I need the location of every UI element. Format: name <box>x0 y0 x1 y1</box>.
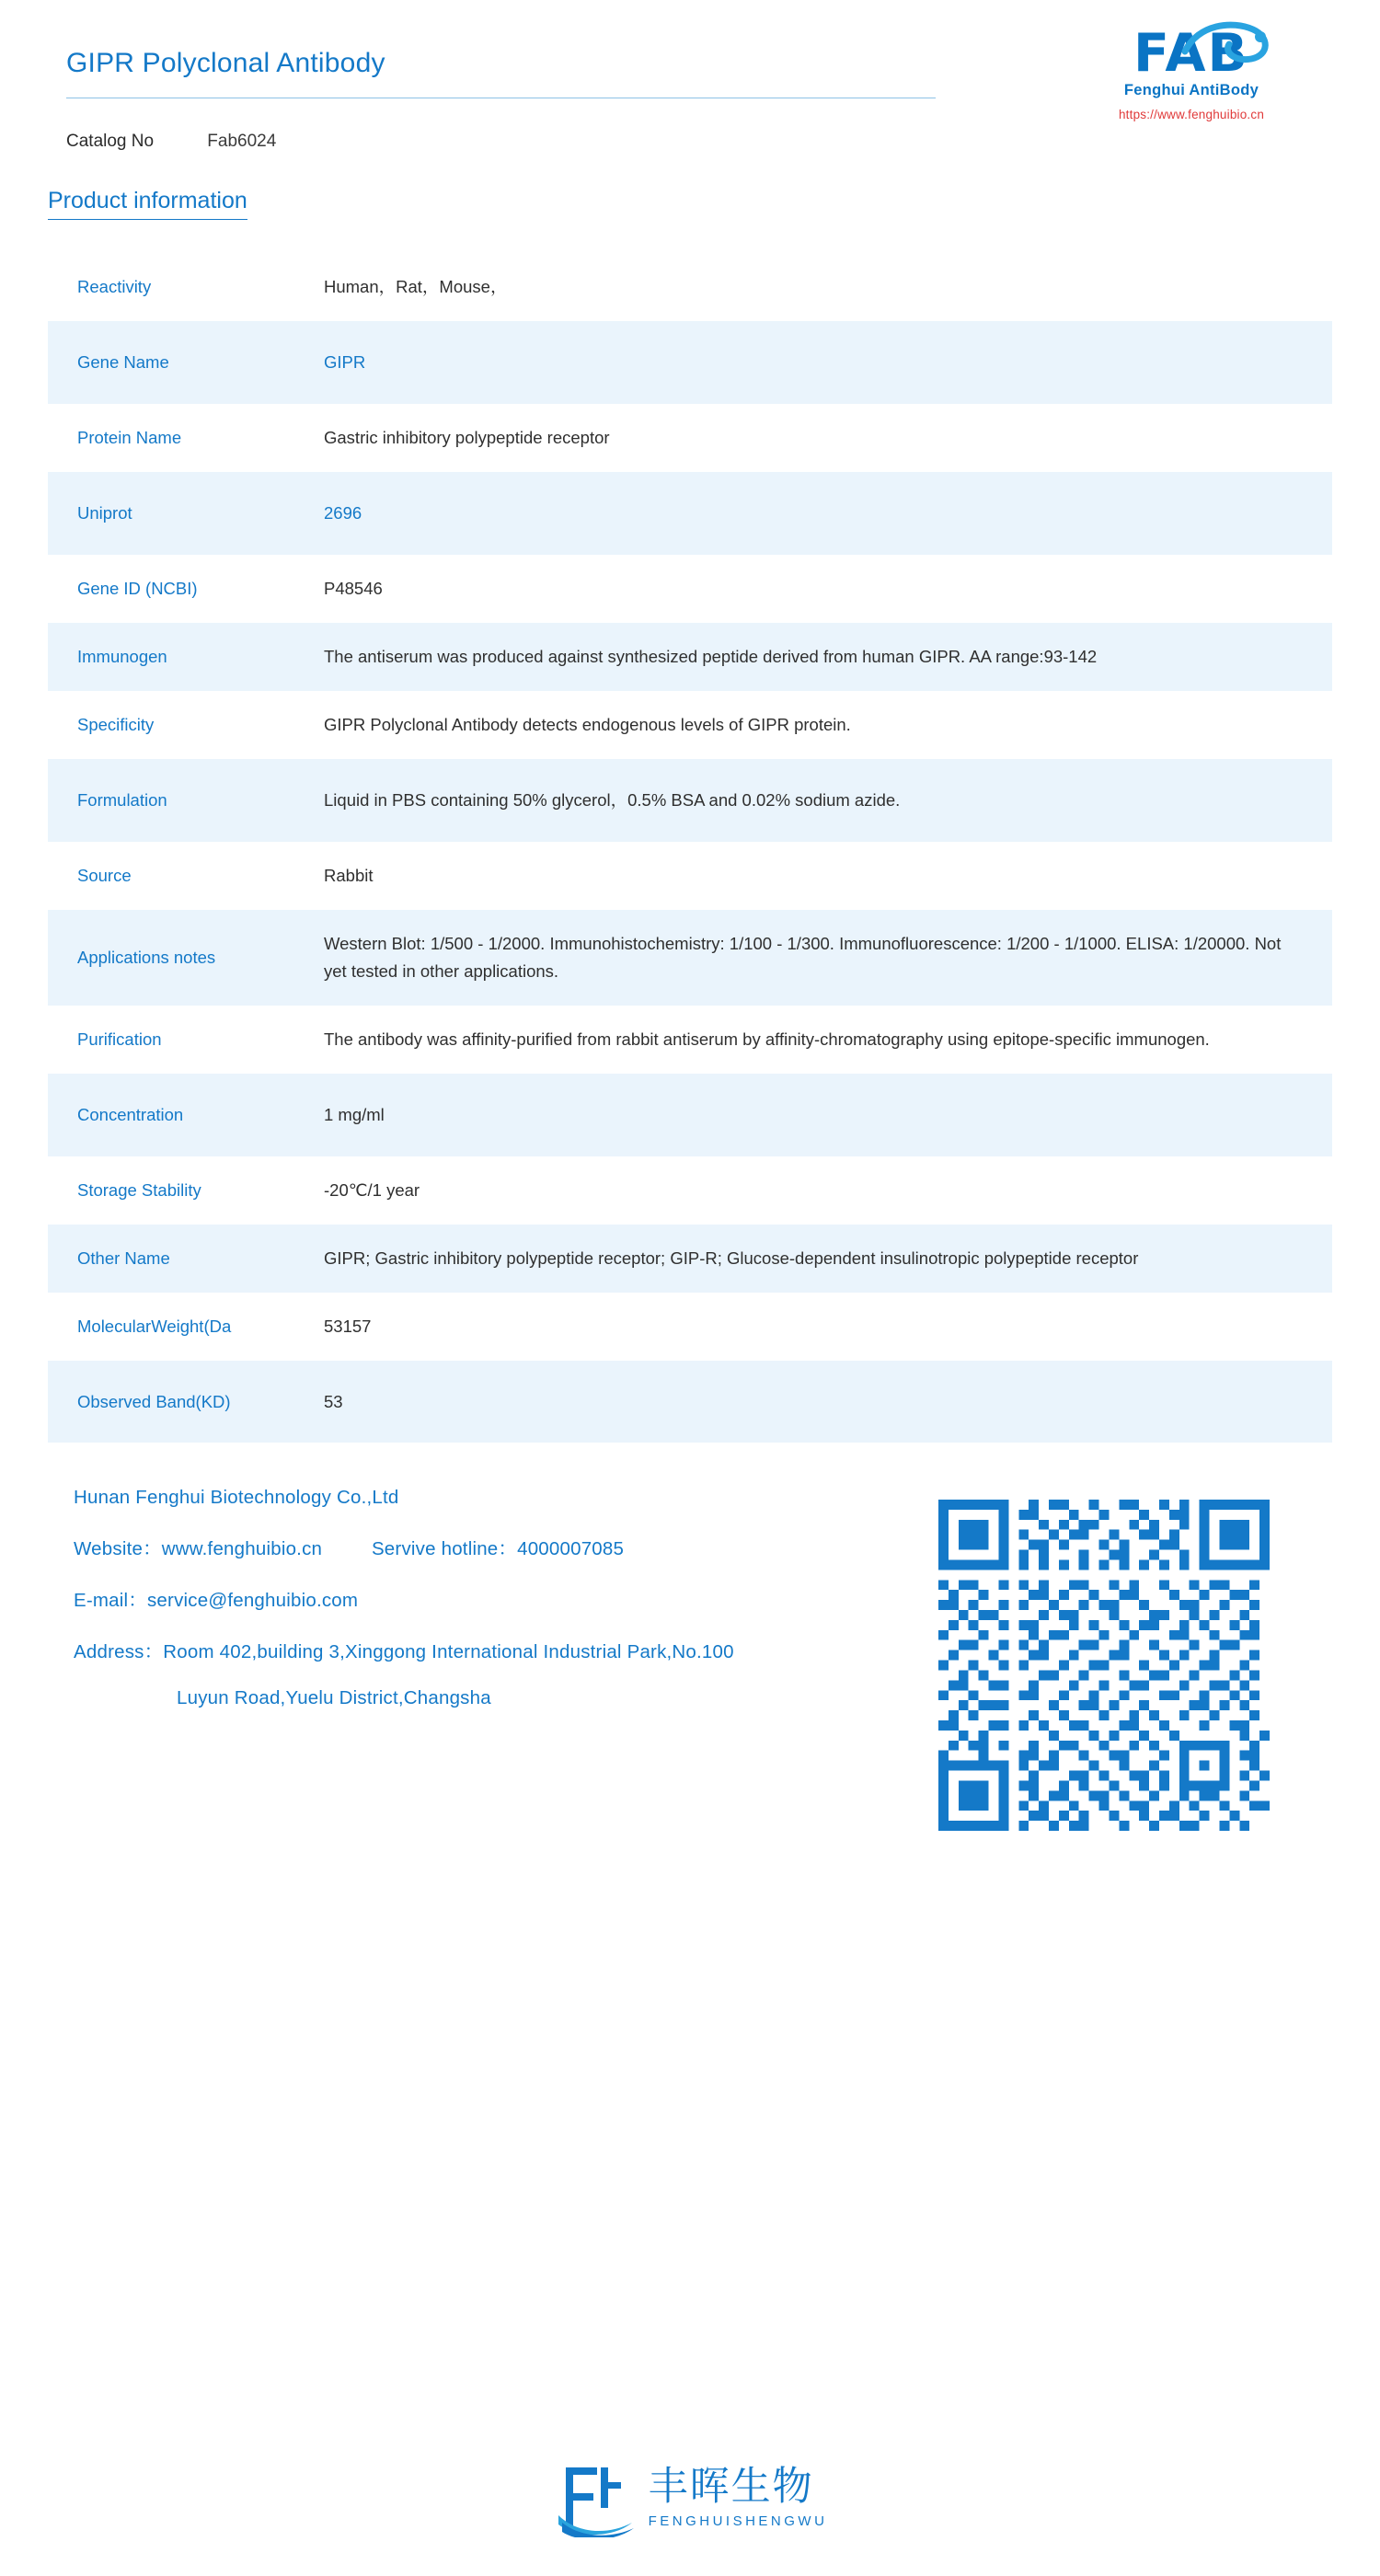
row-value: 2696 <box>324 502 362 523</box>
table-row <box>48 623 1332 691</box>
row-key: MolecularWeight(Da <box>77 1316 232 1336</box>
row-key: Other Name <box>77 1248 170 1268</box>
row-key: Uniprot <box>77 502 132 523</box>
table-row <box>48 1293 1332 1361</box>
row-value: The antiserum was produced against synthesized peptide derived from human GIPR. AA range:93-142 <box>324 646 1098 666</box>
fenghui-mark-icon <box>553 2458 638 2537</box>
row-value: 1 mg/ml <box>324 1104 385 1124</box>
logo-fab-text <box>1133 23 1249 84</box>
document-header <box>0 0 1380 175</box>
table-row <box>48 1074 1332 1156</box>
row-value: Human，Rat，Mouse， <box>324 277 508 296</box>
row-value: GIPR <box>324 351 366 372</box>
company-name: Hunan Fenghui Biotechnology Co.,Ltd <box>74 1487 399 1509</box>
qr-code <box>938 1500 1270 1831</box>
brand-logo <box>1058 23 1325 121</box>
website-line[interactable]: Website：www.fenghuibio.cn <box>74 1538 323 1560</box>
row-value: GIPR Polyclonal Antibody detects endogenous levels of GIPR protein. <box>324 714 851 734</box>
row-key: Source <box>77 865 132 885</box>
logo-subtitle: Fenghui AntiBody <box>1123 82 1259 98</box>
section-heading-product-information: Product information <box>48 188 247 220</box>
logo-swirl-icon <box>1181 18 1281 64</box>
table-row <box>48 321 1332 404</box>
footer-brand-text <box>648 2464 828 2529</box>
address-line-2: Luyun Road,Yuelu District,Changsha <box>177 1687 491 1709</box>
catalog-value: Fab6024 <box>207 132 277 151</box>
row-value: 53157 <box>324 1316 372 1336</box>
address-line-1: Address：Room 402,building 3,Xinggong International Industrial Park,No.100 <box>74 1641 734 1663</box>
table-row <box>48 1006 1332 1074</box>
table-row <box>48 472 1332 555</box>
row-key: Gene ID (NCBI) <box>77 578 198 598</box>
row-key: Immunogen <box>77 646 167 666</box>
row-key: Observed Band(KD) <box>77 1391 231 1411</box>
row-key: Reactivity <box>77 277 152 296</box>
table-row <box>48 253 1332 321</box>
table-row <box>48 842 1332 910</box>
table-row <box>48 691 1332 759</box>
page-title: GIPR Polyclonal Antibody <box>66 48 385 78</box>
table-row <box>48 404 1332 472</box>
table-row <box>48 910 1332 1006</box>
row-value: P48546 <box>324 578 383 598</box>
hotline-line: Servive hotline：4000007085 <box>371 1538 625 1560</box>
row-value: Gastric inhibitory polypeptide receptor <box>324 427 610 447</box>
row-value: -20℃/1 year <box>324 1179 420 1200</box>
table-row <box>48 1156 1332 1225</box>
logo-fab-label: FAB <box>1133 23 1249 84</box>
row-value: Western Blot: 1/500 - 1/2000. Immunohistochemistry: 1/100 - 1/300. Immunofluorescence: 1/200 - 1/1000. ELISA: 1/20000. Not yet tested in other applications. <box>324 933 1282 981</box>
row-value: Rabbit <box>324 865 374 885</box>
document-footer <box>0 1474 1380 1777</box>
footer-brand-en: FENGHUISHENGWU <box>648 2513 828 2529</box>
table-row <box>48 1225 1332 1293</box>
table-row <box>48 555 1332 623</box>
table-row <box>48 1361 1332 1443</box>
row-key: Storage Stability <box>77 1179 201 1200</box>
row-key: Gene Name <box>77 351 169 372</box>
catalog-label: Catalog No <box>66 132 155 151</box>
row-key: Specificity <box>77 714 155 734</box>
footer-brand-cn: 丰晖生物 <box>648 2464 814 2510</box>
row-key: Formulation <box>77 789 167 810</box>
catalog-row <box>66 132 1314 152</box>
row-value: The antibody was affinity-purified from rabbit antiserum by affinity-chromatography using epitope-specific immunogen. <box>324 1029 1210 1049</box>
product-information-table <box>48 253 1332 1443</box>
row-value: 53 <box>324 1391 343 1411</box>
logo-url[interactable]: https://www.fenghuibio.cn <box>1118 108 1265 121</box>
row-value: Liquid in PBS containing 50% glycerol，0.5% BSA and 0.02% sodium azide. <box>324 789 901 810</box>
row-key: Purification <box>77 1029 162 1049</box>
row-key: Applications notes <box>77 947 216 967</box>
row-key: Concentration <box>77 1104 184 1124</box>
table-row <box>48 759 1332 842</box>
row-key: Protein Name <box>77 427 182 447</box>
email-line[interactable]: E-mail：service@fenghuibio.com <box>74 1590 359 1612</box>
footer-brand-logo <box>0 2458 1380 2537</box>
row-value: GIPR; Gastric inhibitory polypeptide receptor; GIP-R; Glucose-dependent insulinotropic polypeptide receptor <box>324 1248 1139 1268</box>
